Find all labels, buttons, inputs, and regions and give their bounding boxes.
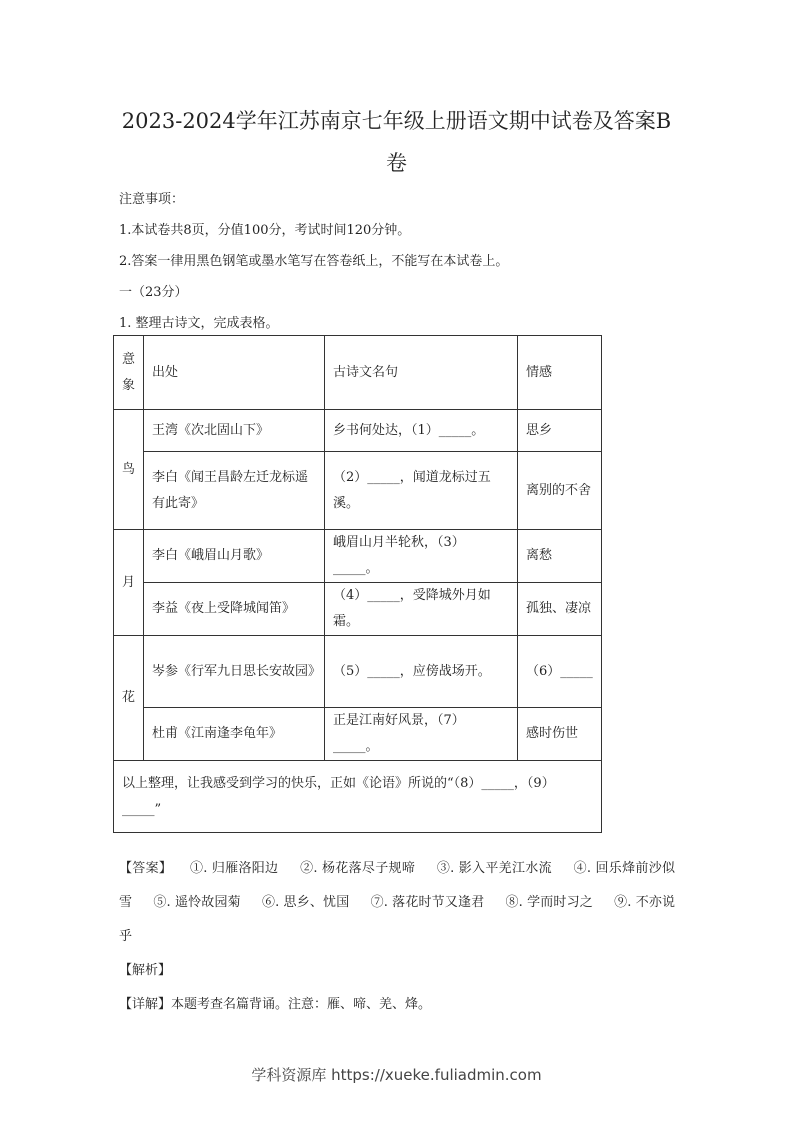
table-row	[114, 452, 602, 530]
image-cell: 鸟	[114, 410, 144, 530]
header-line: 古诗文名句	[325, 336, 518, 410]
source-cell: 李白《峨眉山月歌》	[144, 530, 325, 583]
answer-item: ⑤. 遥怜故园菊	[153, 895, 241, 910]
line-cell: 乡书何处达，（1）_____。	[325, 410, 518, 452]
line-cell: 峨眉山月半轮秋，（3）_____。	[325, 530, 518, 583]
header-image: 意象	[114, 336, 144, 410]
source-cell: 李益《夜上受降城闻笛》	[144, 583, 325, 636]
analysis-label: 【解析】	[119, 963, 172, 978]
table-header-row	[114, 336, 602, 410]
source-cell: 岑参《行军九日思长安故园》	[144, 636, 325, 708]
note-2: 2.答案一律用黑色钢笔或墨水笔写在答卷纸上，不能写在本试卷上。	[119, 254, 509, 269]
notes-heading: 注意事项：	[119, 192, 185, 207]
answer-item: ①. 归雁洛阳边	[189, 861, 279, 876]
answer-item: ④. 回乐烽前沙似雪	[119, 861, 676, 910]
document-title	[105, 100, 688, 184]
answer-paragraph	[119, 852, 675, 954]
answer-item: ⑥. 思乡、忧国	[261, 895, 350, 910]
table-row	[114, 530, 602, 583]
line-cell: 正是江南好风景，（7）_____。	[325, 708, 518, 761]
table-row	[114, 410, 602, 452]
answer-item: ⑦. 落花时节又逢君	[370, 895, 485, 910]
header-source: 出处	[144, 336, 325, 410]
title-line-2: 卷	[386, 151, 407, 175]
table-row	[114, 583, 602, 636]
section-heading: 一（23分）	[119, 285, 188, 300]
emotion-cell: 离愁	[518, 530, 602, 583]
poem-table	[113, 335, 602, 833]
answer-label: 【答案】	[119, 861, 173, 876]
line-cell: （5）_____，应傍战场开。	[325, 636, 518, 708]
table-row	[114, 636, 602, 708]
answer-section	[119, 852, 675, 1022]
emotion-cell: 离别的不舍	[518, 452, 602, 530]
question-1: 1. 整理古诗文，完成表格。	[119, 316, 279, 331]
emotion-cell: 孤独、凄凉	[518, 583, 602, 636]
table-row	[114, 708, 602, 761]
emotion-cell: （6）_____	[518, 636, 602, 708]
header-emotion: 情感	[518, 336, 602, 410]
note-1: 1.本试卷共8页，分值100分，考试时间120分钟。	[119, 223, 411, 238]
footer-watermark: 学科资源库 https://xueke.fuliadmin.com	[251, 1066, 542, 1084]
answer-item: ③. 影入平羌江水流	[436, 861, 552, 876]
answer-item: ⑧. 学而时习之	[505, 895, 593, 910]
image-cell: 花	[114, 636, 144, 761]
emotion-cell: 思乡	[518, 410, 602, 452]
source-cell: 李白《闻王昌龄左迁龙标遥有此寄》	[144, 452, 325, 530]
line-cell: （2）_____，闻道龙标过五溪。	[325, 452, 518, 530]
answer-item: ⑨. 不亦说乎	[119, 895, 676, 944]
summary-cell: 以上整理，让我感受到学习的快乐，正如《论语》所说的“（8）_____，（9）_____”	[114, 761, 602, 833]
image-cell: 月	[114, 530, 144, 636]
detail-text: 【详解】本题考查名篇背诵。注意：雁、啼、羌、烽。	[119, 997, 432, 1012]
answer-item: ②. 杨花落尽子规啼	[300, 861, 416, 876]
title-line-1: 2023-2024学年江苏南京七年级上册语文期中试卷及答案B	[121, 109, 672, 133]
table-summary-row	[114, 761, 602, 833]
emotion-cell: 感时伤世	[518, 708, 602, 761]
source-cell: 杜甫《江南逢李龟年》	[144, 708, 325, 761]
source-cell: 王湾《次北固山下》	[144, 410, 325, 452]
line-cell: （4）_____，受降城外月如霜。	[325, 583, 518, 636]
